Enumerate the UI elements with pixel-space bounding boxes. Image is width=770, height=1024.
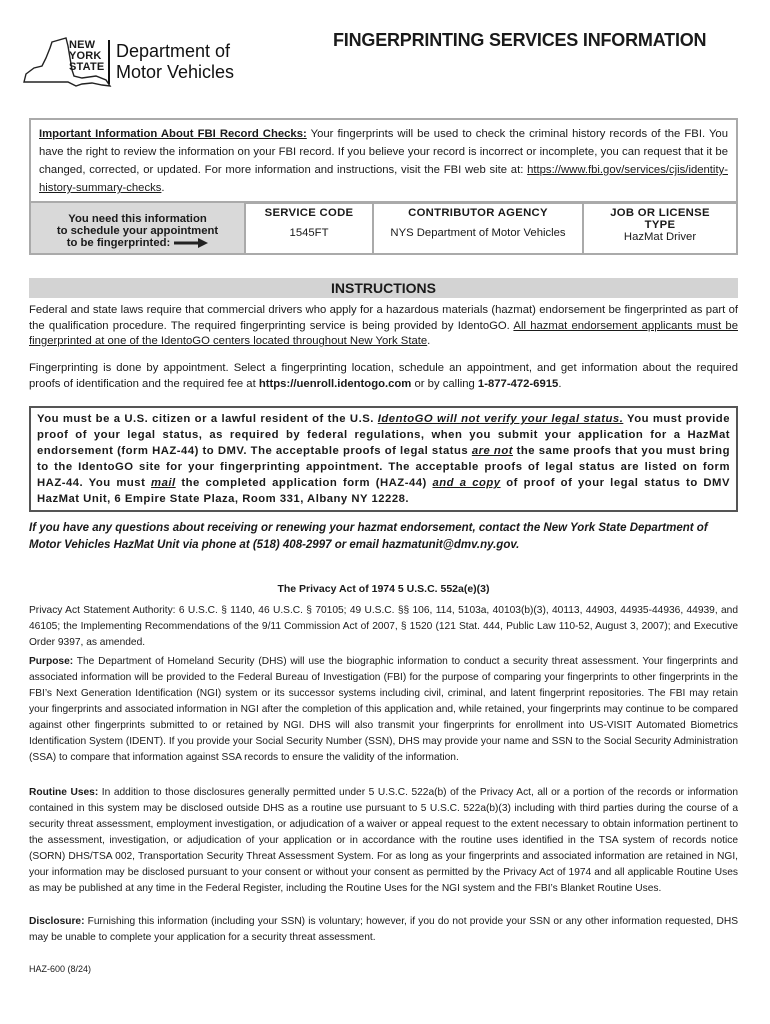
job-license-type-value: HazMat Driver [623, 231, 697, 243]
identogo-website-link[interactable]: https://uenroll.identogo.com [258, 377, 412, 390]
appointment-info-label: You need this information to schedule your appointment to be fingerprinted: [30, 202, 245, 254]
job-license-type-cell: JOB OR LICENSE TYPE HazMat Driver [583, 202, 737, 254]
service-code-value: 1545FT [289, 227, 329, 239]
contributor-agency-cell: CONTRIBUTOR AGENCY NYS Department of Motor Vehicles [373, 202, 583, 254]
legal-status-notice: You must be a U.S. citizen or a lawful resident of the U.S. IdentoGO will not verify your legal status. You must provide proof of your legal status, as required by federal regulations, when you submit your application for a HazMat endorsement (form HAZ-44) to DMV. The acceptable proofs of legal status are not the same proofs that you must bring to the IdentoGO site for your fingerprinting appointment. The acceptable proofs of legal status are listed on form HAZ-44. You must mail the completed application form (HAZ-44) and a copy of proof of your legal status to DMV HazMat Unit, 6 Empire State Plaza, Room 331, Albany NY 12228. [29, 406, 738, 512]
identogo-phone: 1-877-472-6915 [477, 377, 559, 390]
department-name: Department of Motor Vehicles [116, 41, 235, 82]
instructions-paragraph-2: Fingerprinting is done by appointment. Select a fingerprinting location, schedule an appointment, and get information about the required proofs of identification and the required fee at https://uenroll.identogo.com or by calling 1-877-472-6915. [29, 362, 738, 390]
hazmat-contact-info: If you have any questions about receiving or renewing your hazmat endorsement, contact the New York State Department of Motor Vehicles HazMat Unit via phone at (518) 408-2997 or email hazmatunit@dmv.ny.gov. [29, 522, 708, 551]
privacy-routine-uses: Routine Uses: In addition to those disclosures generally permitted under 5 U.S.C. 522a(b) of the Privacy Act, all or a portion of the records or information contained in this system may be disclosed outside DHS as a routine use pursuant to 5 U.S.C. 522a(b)(3) including with third parties during the course of a security threat assessment, employment investigation, or adjudication of a waiver or appeal request to the extent necessary to obtain information pertinent to the assessment, investigation, or adjudication of your application or in accordance with the routine uses identified in the TSA system of records notice (SORN) DHS/TSA 002, Transportation Security Threat Assessment System. For as long as your fingerprints and associated information are retained in NGI, your information may be disclosed pursuant to your consent or without your consent as permitted by the Privacy Act of 1974 and all applicable Routine Uses as may be published at any time in the Federal Register, including the Routine Uses for the NGI system and the FBI’s Blanket Routine Uses. [29, 787, 739, 894]
arrow-right-icon [174, 238, 208, 248]
fbi-notice-body: Your fingerprints will be used to check the criminal history records of the FBI. You have the right to review the information on your FBI record. If you believe your record is incorrect or incomplete, you can request that it be changed, corrected, or updated. For more information and instructions, visit the FBI web site at: [39, 128, 729, 176]
fbi-record-notice: Important Information About FBI Record Checks: Your fingerprints will be used to check the criminal history records of the FBI. You have the right to review the information on your FBI record. If you believe your record is incorrect or incomplete, you can request that it be changed, corrected, or updated. For more information and instructions, visit the FBI web site at: https://www.fbi.gov/services/cjis/identity-history-summary-checks. [29, 118, 738, 204]
fbi-link[interactable]: https://www.fbi.gov/services/cjis/identity-history-summary-checks [39, 164, 728, 194]
privacy-purpose: Purpose: The Department of Homeland Security (DHS) will use the biographic information to conduct a security threat assessment. Your fingerprints and associated information will be provided to the Federal Bureau of Investigation (FBI) for the purpose of comparing your fingerprints to other fingerprints in the FBI’s Next Generation Identification (NGI) system or its successor systems including civil, criminal, and latent fingerprint repositories. The FBI may retain your fingerprints and associated information in NGI after the completion of this application and, while retained, your fingerprints may continue to be compared against other fingerprints submitted to or retained by NGI. DHS will also transmit your fingerprints for enrollment into US-VISIT Automated Biometrics Identification System (IDENT). If you provide your Social Security Number (SSN), DHS may provide your name and SSN to the Social Security Administration (SSA) to compare that information against SSA records to ensure the validity of the information. [29, 656, 738, 763]
contributor-agency-value: NYS Department of Motor Vehicles [390, 227, 566, 239]
instructions-paragraph-1: Federal and state laws require that commercial drivers who apply for a hazardous materials (hazmat) endorsement be fingerprinted as part of the qualification procedure. The required fingerprinting service is being provided by IdentoGO. All hazmat endorsement applicants must be fingerprinted at one of the IdentoGO centers located throughout New York State. [29, 304, 738, 347]
privacy-act-title: The Privacy Act of 1974 5 U.S.C. 552a(e)(3) [277, 583, 490, 595]
form-number: HAZ-600 (8/24) [29, 964, 92, 974]
new-york-state-wordmark: NEW YORK STATE [69, 39, 105, 73]
privacy-disclosure: Disclosure: Furnishing this information (including your SSN) is voluntary; however, if you do not provide your SSN or any other information requested, DHS may be unable to complete your application for a security threat assessment. [29, 916, 738, 943]
page-title: FINGERPRINTING SERVICES INFORMATION [333, 30, 707, 50]
service-code-cell: SERVICE CODE 1545FT [245, 202, 373, 254]
appointment-info-table [29, 201, 738, 255]
fbi-notice-lead: Important Information About FBI Record Checks: [39, 128, 307, 140]
instructions-heading: INSTRUCTIONS [29, 278, 738, 298]
logo-divider [108, 40, 110, 84]
privacy-authority: Privacy Act Statement Authority: 6 U.S.C. § 1140, 46 U.S.C. § 70105; 49 U.S.C. §§ 106, 114, 5103a, 40103(b)(3), 40113, 44903, 44935-44936, 44939, and 46105; the Implementing Recommendations of the 9/11 Commission Act of 2007, § 1520 (121 Stat. 444, Public Law 110-52, August 3, 2007); and Executive Order 9397, as amended. [29, 605, 738, 648]
